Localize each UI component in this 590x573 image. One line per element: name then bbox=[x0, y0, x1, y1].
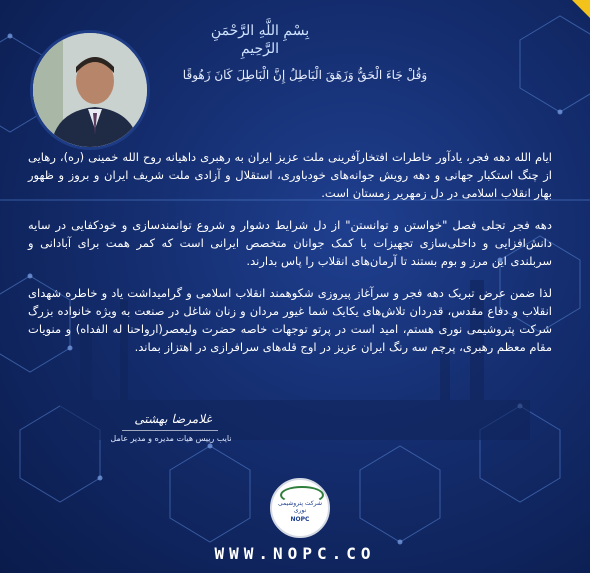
signer-title: نایب رییس هیات مدیره و مدیر عامل bbox=[110, 434, 232, 443]
paragraph: لذا ضمن عرض تبریک دهه فجر و سرآغاز پیروزی شکوهمند انقلاب اسلامی و گرامیداشت یاد و خاطره شهدای انقلاب و دفاع مقدس، قدردان تلاش‌های یکایک شما غیور مردان و زنان شاغل در صنعت به ویژه خانواده بزرگ شرکت پتروشیمی نوری هستم، امید است در پرتو توجهات خاصه حضرت ولیعصر(ارواحنا له الفداه) و منویات مقام معظم رهبری، پرچم سه رنگ ایران عزیز در اوج قله‌های سرافرازی در اهتزاز بماند. bbox=[28, 286, 552, 354]
message-text bbox=[28, 148, 552, 370]
logo-name: شرکت پتروشیمی نوری bbox=[278, 500, 322, 514]
signature: غلامرضا بهشتی bbox=[134, 412, 212, 426]
portrait-icon bbox=[33, 33, 147, 147]
paragraph: ایام الله دهه فجر، یادآور خاطرات افتخارآفرینی ملت عزیز ایران به رهبری داهیانه روح الله خمینی (ره)، رهایی از چنگ استکبار جهانی و دهه رویش جوانه‌های خودباوری، استقلال و آزادی ملت شریف ایران و بروز و ظهور بهار انقلاب اسلامی در دل زمهریر زمستان است. bbox=[28, 150, 552, 200]
basmala: بِسْمِ اللَّهِ الرَّحْمَنِ الرَّحِيمِ bbox=[210, 23, 310, 57]
paragraph: دهه فجر تجلی فصل "خواستن و توانستن" از دل شرایط دشوار و شروع توانمندسازی و خودکفایی در سایه دانش‌افزایی و داخلی‌سازی تجهیزات با کمک جوانان متخصص ایرانی است که کمر همت برای آبادانی و سربلندی این مرز و بوم بستند تا آرمان‌های انقلاب را پاس بدارند. bbox=[28, 218, 552, 268]
avatar bbox=[30, 30, 150, 150]
company-logo bbox=[270, 478, 330, 538]
website-url[interactable]: WWW.NOPC.CO bbox=[214, 544, 376, 563]
quran-verse: وَقُلْ جَاءَ الْحَقُّ وَزَهَقَ الْبَاطِلُ إِنَّ الْبَاطِلَ كَانَ زَهُوقًا bbox=[182, 68, 428, 82]
signature-underline bbox=[122, 430, 218, 431]
logo-brand: NOPC bbox=[290, 516, 310, 523]
